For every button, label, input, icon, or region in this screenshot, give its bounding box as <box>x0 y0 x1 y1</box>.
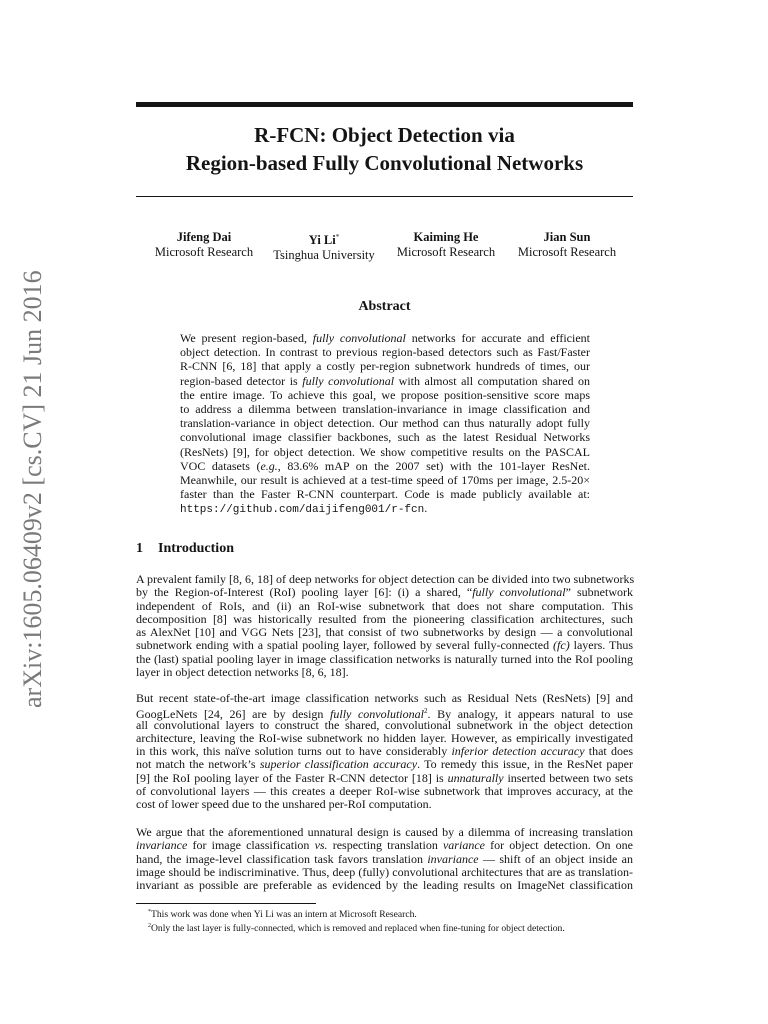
abstract-line: R-CNN [6, 18] that apply a costly per-region subnetwork hundreds of times, our <box>180 359 590 374</box>
abstract-line: object detection. In contrast to previous region-based detectors such as Fast/Faster <box>180 345 590 360</box>
body-line: layer in object detection networks [8, 6, 18]. <box>136 665 349 680</box>
section-number: 1 <box>136 541 143 556</box>
body-line: cost of lower speed due to the unshared per-RoI computation. <box>136 797 432 812</box>
abstract-line: region-based detector is fully convolutional with almost all computation shared on <box>180 373 590 388</box>
intro-paragraph-3 <box>136 826 633 892</box>
section-title: Introduction <box>158 541 234 556</box>
body-line: GoogLeNets [24, 26] are by design fully convolutional$^2$. By analogy, it appears natural to use <box>136 707 634 722</box>
author-block <box>136 230 633 264</box>
author-affiliation: Microsoft Research <box>396 245 496 259</box>
author <box>144 230 264 260</box>
author-affiliation: Microsoft Research <box>517 245 617 259</box>
intro-paragraph-1 <box>136 573 633 679</box>
section-heading <box>136 540 234 558</box>
footnote <box>136 906 633 921</box>
abstract-line: convolutional image classifier backbones, such as the latest Residual Networks <box>180 430 590 445</box>
abstract-line: Meanwhile, our result is achieved at a test-time speed of 170ms per image, 2.5-20× <box>180 472 590 487</box>
author-footnote-mark: * <box>335 233 340 241</box>
body-line: the (last) spatial pooling layer in image classification networks is naturally turned into the RoI pooling <box>136 651 633 666</box>
abstract-line: translation-variance in object detection. Our method can thus naturally adopt fully <box>180 416 590 431</box>
author-affiliation: Microsoft Research <box>154 245 254 259</box>
author-name: Jifeng Dai <box>176 230 232 244</box>
intro-paragraph-2 <box>136 692 633 812</box>
author-affiliation: Tsinghua University <box>273 248 375 263</box>
footnote <box>136 920 633 935</box>
body-line: A prevalent family [8, 6, 18] of deep networks for object detection can be divided into two subnetworks <box>136 572 635 586</box>
title-bottom-rule <box>136 196 633 197</box>
arxiv-stamp: arXiv:1605.06409v2 [cs.CV] 21 Jun 2016 <box>18 270 47 708</box>
body-line: [9] the RoI pooling layer of the Faster R-CNN detector [18] is unnaturally inserted between two sets <box>136 770 633 785</box>
author <box>264 230 384 263</box>
abstract-line: (ResNets) [9], for object detection. We show competitive results on the PASCAL <box>180 444 590 459</box>
body-line: hand, the image-level classification task favors translation invariance — shift of an object inside an <box>136 851 634 866</box>
abstract-line: faster than the Faster R-CNN counterpart. Code is made publicly available at: <box>180 487 590 502</box>
body-line: But recent state-of-the-art image classification networks such as Residual Nets (ResNets) [9] and <box>136 691 633 705</box>
footnote-rule <box>136 903 316 904</box>
footnote-text: This work was done when Yi Li was an intern at Microsoft Research. <box>151 909 417 921</box>
author <box>386 230 506 260</box>
body-line: image should be indiscriminative. Thus, deep (fully) convolutional architectures that are as translation- <box>136 864 633 879</box>
footnote-mark: * <box>148 909 151 915</box>
body-line: as AlexNet [10] and VGG Nets [23], that consist of two subnetworks by design — a convolutional <box>136 625 633 640</box>
footnote-text: Only the last layer is fully-connected, which is removed and replaced when fine-tuning for object detection. <box>151 923 565 935</box>
code-url-link[interactable]: https://github.com/daijifeng001/r-fcn <box>180 504 425 517</box>
title-line-2: Region-based Fully Convolutional Networks <box>185 151 584 175</box>
footnote-mark: 2 <box>148 923 151 929</box>
body-line: by the Region-of-Interest (RoI) pooling layer [6]: (i) a shared, “fully convolutional” subnetwork <box>136 585 633 600</box>
body-line: in this work, this naïve solution turns out to have considerably inferior detection accuracy that does <box>136 744 633 759</box>
body-line: invariant as possible are preferable as evidenced by the leading results on ImageNet classification <box>136 878 633 893</box>
abstract-url-line: https://github.com/daijifeng001/r-fcn. <box>180 501 428 517</box>
title-line-1: R-FCN: Object Detection via <box>254 123 515 147</box>
body-line: subnetwork ending with a spatial pooling layer, followed by several fully-connected (fc) layers. Thus <box>136 638 633 653</box>
body-line: independent of RoIs, and (ii) an RoI-wise subnetwork that does not share computation. This <box>136 598 633 613</box>
paper-title <box>136 121 633 177</box>
body-line: architecture, leaving the RoI-wise subnetwork no hidden layer. However, as empirically investigated <box>136 730 633 745</box>
body-line: decomposition [8] was historically resulted from the pioneering classification architectures, such <box>136 611 633 626</box>
author-name: Kaiming He <box>413 230 479 244</box>
body-line: invariance for image classification vs. respecting translation variance for object detection. On one <box>136 838 634 853</box>
abstract-line: We present region-based, fully convolutional networks for accurate and efficient <box>180 331 590 345</box>
title-top-rule <box>136 102 633 107</box>
body-line: We argue that the aforementioned unnatural design is caused by a dilemma of increasing translation <box>136 825 633 839</box>
abstract-line: to address a dilemma between translation-invariance in image classification and <box>180 401 590 416</box>
author-name: Yi Li <box>308 233 336 248</box>
author <box>507 230 627 260</box>
body-line: not match the network’s superior classification accuracy. To remedy this issue, in the ResNet paper <box>136 757 633 772</box>
abstract-line: VOC datasets (e.g., 83.6% mAP on the 2007 set) with the 101-layer ResNet. <box>180 458 590 473</box>
body-line: of convolutional layers — this creates a deeper RoI-wise subnetwork that improves accuracy, at the <box>136 784 633 799</box>
abstract-line: the entire image. To achieve this goal, we propose position-sensitive score maps <box>180 387 590 402</box>
body-line: all convolutional layers to construct the shared, convolutional subnetwork in the object detection <box>136 717 633 732</box>
abstract-heading: Abstract <box>358 299 411 314</box>
author-name: Jian Sun <box>543 230 591 244</box>
abstract-body <box>180 331 590 515</box>
